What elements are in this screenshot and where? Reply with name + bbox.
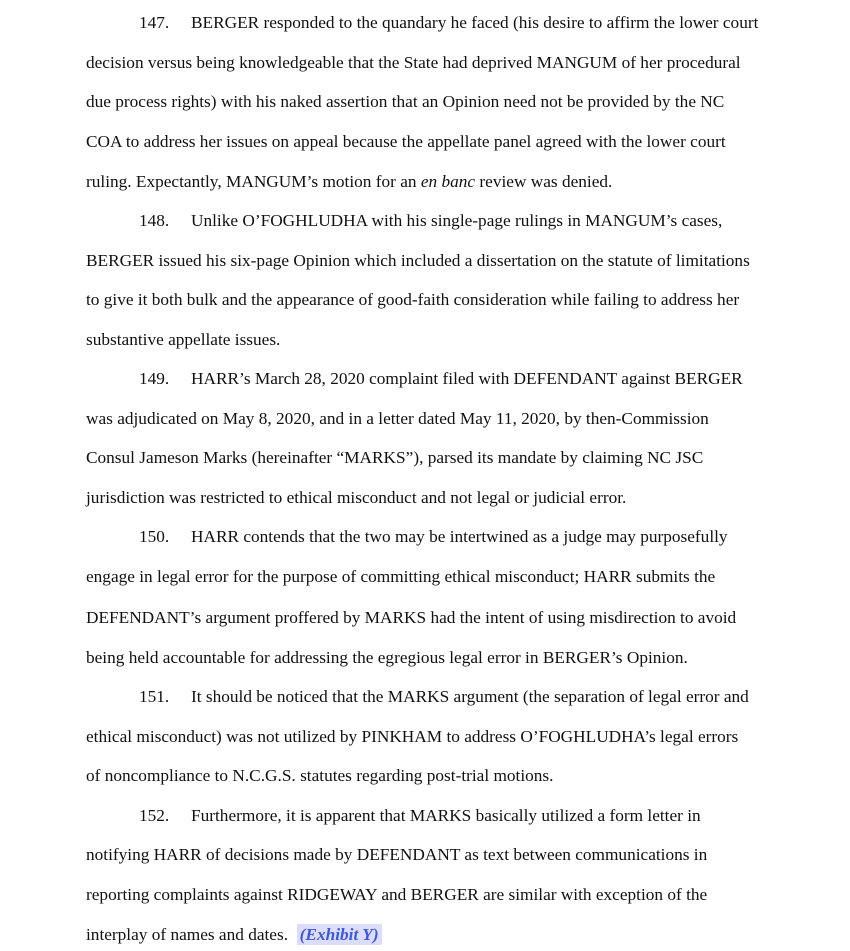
paragraph-147-line-2: decision versus being knowledgeable that the State had deprived MANGUM of her procedural xyxy=(86,53,741,72)
text: BERGER responded to the quandary he faced (his desire to affirm the lower court xyxy=(191,13,759,32)
paragraph-151-line-2: ethical misconduct) was not utilized by PINKHAM to address O’FOGHLUDHA’s legal errors xyxy=(86,727,739,746)
paragraph-number: 148. xyxy=(139,211,170,230)
paragraph-number: 149. xyxy=(139,369,170,388)
paragraph-150-line-4: being held accountable for addressing the egregious legal error in BERGER’s Opinion. xyxy=(86,648,688,667)
paragraph-150-line-1 xyxy=(139,528,728,545)
paragraph-152-line-1 xyxy=(139,807,701,824)
paragraph-148-line-2: BERGER issued his six-page Opinion which included a dissertation on the statute of limitations xyxy=(86,251,750,270)
paragraph-149-line-1 xyxy=(139,370,743,387)
paragraph-147-line-1 xyxy=(139,14,758,31)
paragraph-148-line-3: to give it both bulk and the appearance of good-faith consideration while failing to address her xyxy=(86,290,740,309)
paragraph-151-line-1 xyxy=(139,688,749,705)
italic-text: en banc xyxy=(420,172,476,191)
text: Furthermore, it is apparent that MARKS basically utilized a form letter in xyxy=(191,806,701,825)
paragraph-number: 151. xyxy=(139,687,170,706)
paragraph-number: 150. xyxy=(139,527,170,546)
paragraph-152-line-4 xyxy=(86,926,382,943)
text: interplay of names and dates. xyxy=(86,925,297,944)
paragraph-151-line-3: of noncompliance to N.C.G.S. statutes regarding post-trial motions. xyxy=(86,766,554,785)
paragraph-148-line-4: substantive appellate issues. xyxy=(86,330,281,349)
paragraph-152-line-2: notifying HARR of decisions made by DEFENDANT as text between communications in xyxy=(86,845,708,864)
paragraph-147-line-4: COA to address her issues on appeal because the appellate panel agreed with the lower court xyxy=(86,132,726,151)
paragraph-147-line-3: due process rights) with his naked assertion that an Opinion need not be provided by the NC xyxy=(86,92,725,111)
paragraph-149-line-2: was adjudicated on May 8, 2020, and in a letter dated May 11, 2020, by then-Commission xyxy=(86,409,709,428)
text: It should be noticed that the MARKS argument (the separation of legal error and xyxy=(191,687,749,706)
text: Unlike O’FOGHLUDHA with his single-page rulings in MANGUM’s cases, xyxy=(191,211,723,230)
exhibit-y-link[interactable]: (Exhibit Y) xyxy=(297,924,382,945)
paragraph-147-line-5 xyxy=(86,173,612,190)
text: HARR contends that the two may be intertwined as a judge may purposefully xyxy=(191,527,728,546)
paragraph-number: 152. xyxy=(139,806,170,825)
text: review was denied. xyxy=(475,172,613,191)
text: HARR’s March 28, 2020 complaint filed with DEFENDANT against BERGER xyxy=(191,369,743,388)
paragraph-150-line-3: DEFENDANT’s argument proffered by MARKS had the intent of using misdirection to avoid xyxy=(86,608,737,627)
paragraph-152-line-3: reporting complaints against RIDGEWAY and BERGER are similar with exception of the xyxy=(86,885,708,904)
paragraph-148-line-1 xyxy=(139,212,722,229)
paragraph-150-line-2: engage in legal error for the purpose of committing ethical misconduct; HARR submits the xyxy=(86,567,716,586)
paragraph-149-line-3: Consul Jameson Marks (hereinafter “MARKS”), parsed its mandate by claiming NC JSC xyxy=(86,448,704,467)
paragraph-149-line-4: jurisdiction was restricted to ethical misconduct and not legal or judicial error. xyxy=(86,488,627,507)
paragraph-number: 147. xyxy=(139,13,170,32)
text: ruling. Expectantly, MANGUM’s motion for an xyxy=(86,172,421,191)
